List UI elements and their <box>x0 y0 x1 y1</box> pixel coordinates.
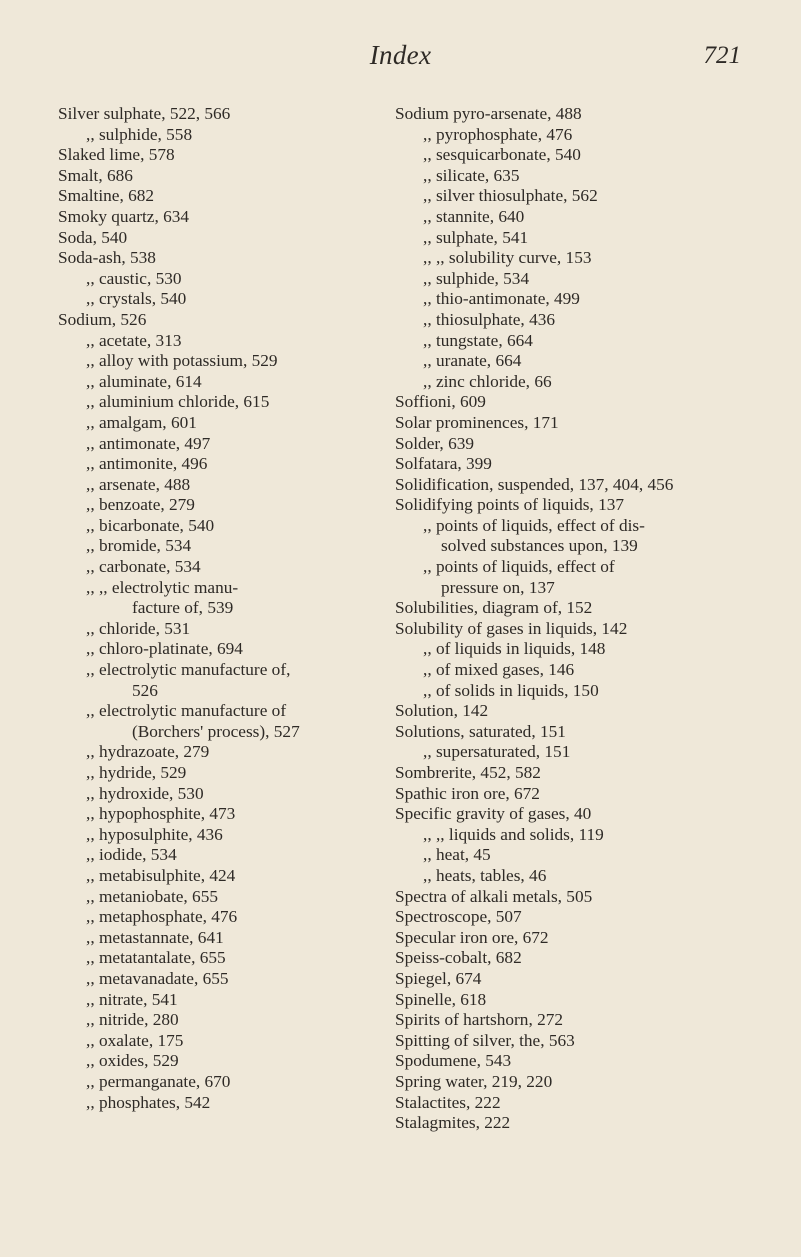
index-entry: ,, ,, solubility curve, 153 <box>423 248 592 268</box>
index-entry: ,, ,, liquids and solids, 119 <box>423 824 604 844</box>
index-entry: ,, points of liquids, effect of dis- <box>423 515 645 535</box>
index-entry: ,, thiosulphate, 436 <box>423 309 555 329</box>
index-entry: Spectra of alkali metals, 505 <box>395 886 593 906</box>
index-entry: Spirits of hartshorn, 272 <box>395 1010 564 1030</box>
index-entry: 526 <box>132 680 158 700</box>
index-entry: ,, nitrate, 541 <box>86 989 178 1009</box>
index-entry: facture of, 539 <box>132 598 234 618</box>
index-entry: Stalactites, 222 <box>395 1092 501 1112</box>
index-entry: ,, aluminate, 614 <box>86 371 202 391</box>
index-entry: ,, antimonite, 496 <box>86 454 208 474</box>
index-entry: ,, of liquids in liquids, 148 <box>423 639 606 659</box>
index-entry: ,, sulphide, 558 <box>86 124 193 144</box>
index-entry: ,, aluminium chloride, 615 <box>86 392 270 412</box>
index-entry: ,, oxalate, 175 <box>86 1030 184 1050</box>
index-entry: ,, acetate, 313 <box>86 330 182 350</box>
index-entry: Solidification, suspended, 137, 404, 456 <box>395 474 674 494</box>
index-entry: pressure on, 137 <box>441 577 555 597</box>
index-entry: ,, uranate, 664 <box>423 351 522 371</box>
index-entry: ,, crystals, 540 <box>86 289 187 309</box>
index-entry: ,, metabisulphite, 424 <box>86 865 236 885</box>
index-entry: Sombrerite, 452, 582 <box>395 763 541 782</box>
index-entry: ,, electrolytic manufacture of, <box>86 660 291 680</box>
index-entry: Smoky quartz, 634 <box>58 206 190 226</box>
index-entry: Spring water, 219, 220 <box>395 1071 553 1091</box>
index-entry: ,, metavanadate, 655 <box>86 968 229 988</box>
index-entry: Solfatara, 399 <box>395 454 492 474</box>
index-entry: Solutions, saturated, 151 <box>395 721 566 741</box>
index-entry: Solder, 639 <box>395 433 474 453</box>
index-entry: ,, amalgam, 601 <box>86 412 197 432</box>
index-entry: Stalagmites, 222 <box>395 1113 511 1133</box>
index-entry: Soffioni, 609 <box>395 392 486 412</box>
index-entry: ,, thio-antimonate, 499 <box>423 289 580 309</box>
index-entry: Spectroscope, 507 <box>395 907 522 927</box>
index-entry: ,, oxides, 529 <box>86 1051 179 1071</box>
index-entry: Sodium pyro-arsenate, 488 <box>395 104 582 123</box>
index-entry: Specific gravity of gases, 40 <box>395 804 592 824</box>
index-entry: ,, zinc chloride, 66 <box>423 371 552 391</box>
index-entry: Smaltine, 682 <box>58 186 155 206</box>
index-entry: ,, chloro-platinate, 694 <box>86 639 243 659</box>
index-entry: ,, heats, tables, 46 <box>423 865 547 885</box>
index-entry: ,, hypophosphite, 473 <box>86 804 236 824</box>
index-entry: ,, sulphate, 541 <box>423 227 529 247</box>
index-entry: ,, metaphosphate, 476 <box>86 907 238 927</box>
index-entry: ,, antimonate, 497 <box>86 433 211 453</box>
index-entry: (Borchers' process), 527 <box>132 721 300 741</box>
index-entry: Silver sulphate, 522, 566 <box>58 104 231 123</box>
index-entry: ,, tungstate, 664 <box>423 330 533 350</box>
index-entry: Solution, 142 <box>395 701 489 721</box>
index-entry: ,, hydride, 529 <box>86 763 187 782</box>
index-entry: ,, caustic, 530 <box>86 268 182 288</box>
index-entry: ,, silver thiosulphate, 562 <box>423 186 598 206</box>
index-entry: ,, iodide, 534 <box>86 845 177 865</box>
index-column-left <box>58 104 393 1113</box>
index-entry: ,, bicarbonate, 540 <box>86 515 215 535</box>
index-entry: Solar prominences, 171 <box>395 412 559 432</box>
index-entry: ,, permanganate, 670 <box>86 1071 231 1091</box>
index-entry: Solubilities, diagram of, 152 <box>395 598 593 618</box>
index-entry: ,, carbonate, 534 <box>86 557 201 577</box>
index-entry: Solubility of gases in liquids, 142 <box>395 618 628 638</box>
index-entry: Soda, 540 <box>58 227 128 247</box>
index-entry: ,, hyposulphite, 436 <box>86 824 223 844</box>
index-entry: Solidifying points of liquids, 137 <box>395 495 624 515</box>
index-entry: ,, alloy with potassium, 529 <box>86 351 278 371</box>
index-entry: ,, stannite, 640 <box>423 206 525 226</box>
index-entry: ,, hydrazoate, 279 <box>86 742 210 762</box>
index-entry: ,, sulphide, 534 <box>423 268 530 288</box>
page-number: 721 <box>703 42 741 69</box>
index-entry: ,, heat, 45 <box>423 845 491 865</box>
index-entry: Spodumene, 543 <box>395 1051 512 1071</box>
index-entry: Spitting of silver, the, 563 <box>395 1030 575 1050</box>
index-entry: ,, chloride, 531 <box>86 618 191 638</box>
index-entry: ,, silicate, 635 <box>423 165 520 185</box>
index-entry: ,, of solids in liquids, 150 <box>423 680 599 700</box>
index-entry: Soda-ash, 538 <box>58 248 156 268</box>
index-entry: ,, of mixed gases, 146 <box>423 660 575 680</box>
index-entry: ,, sesquicarbonate, 540 <box>423 145 581 165</box>
index-entry: ,, nitride, 280 <box>86 1010 179 1030</box>
page-header <box>0 40 801 80</box>
index-entry: ,, supersaturated, 151 <box>423 742 571 762</box>
index-entry: ,, benzoate, 279 <box>86 495 195 515</box>
index-entry: ,, metatantalate, 655 <box>86 948 226 968</box>
index-column-right <box>395 104 740 1134</box>
index-entry: Sodium, 526 <box>58 309 147 329</box>
index-entry: Spathic iron ore, 672 <box>395 783 540 803</box>
index-entry: Smalt, 686 <box>58 165 133 185</box>
index-entry: ,, ,, electrolytic manu- <box>86 577 239 597</box>
index-entry: ,, electrolytic manufacture of <box>86 701 287 721</box>
index-entry: ,, hydroxide, 530 <box>86 783 204 803</box>
index-entry: Spiegel, 674 <box>395 968 482 988</box>
index-entry: solved substances upon, 139 <box>441 536 638 556</box>
running-title: Index <box>369 40 432 70</box>
index-entry: ,, bromide, 534 <box>86 536 192 556</box>
index-entry: Slaked lime, 578 <box>58 145 175 165</box>
index-entry: ,, phosphates, 542 <box>86 1092 211 1112</box>
index-entry: ,, pyrophosphate, 476 <box>423 124 573 144</box>
index-entry: ,, metaniobate, 655 <box>86 886 218 906</box>
index-entry: Spinelle, 618 <box>395 989 487 1009</box>
index-entry: ,, metastannate, 641 <box>86 927 224 947</box>
index-entry: ,, arsenate, 488 <box>86 474 191 494</box>
index-entry: Specular iron ore, 672 <box>395 927 549 947</box>
index-entry: Speiss-cobalt, 682 <box>395 948 522 968</box>
index-entry: ,, points of liquids, effect of <box>423 557 615 577</box>
